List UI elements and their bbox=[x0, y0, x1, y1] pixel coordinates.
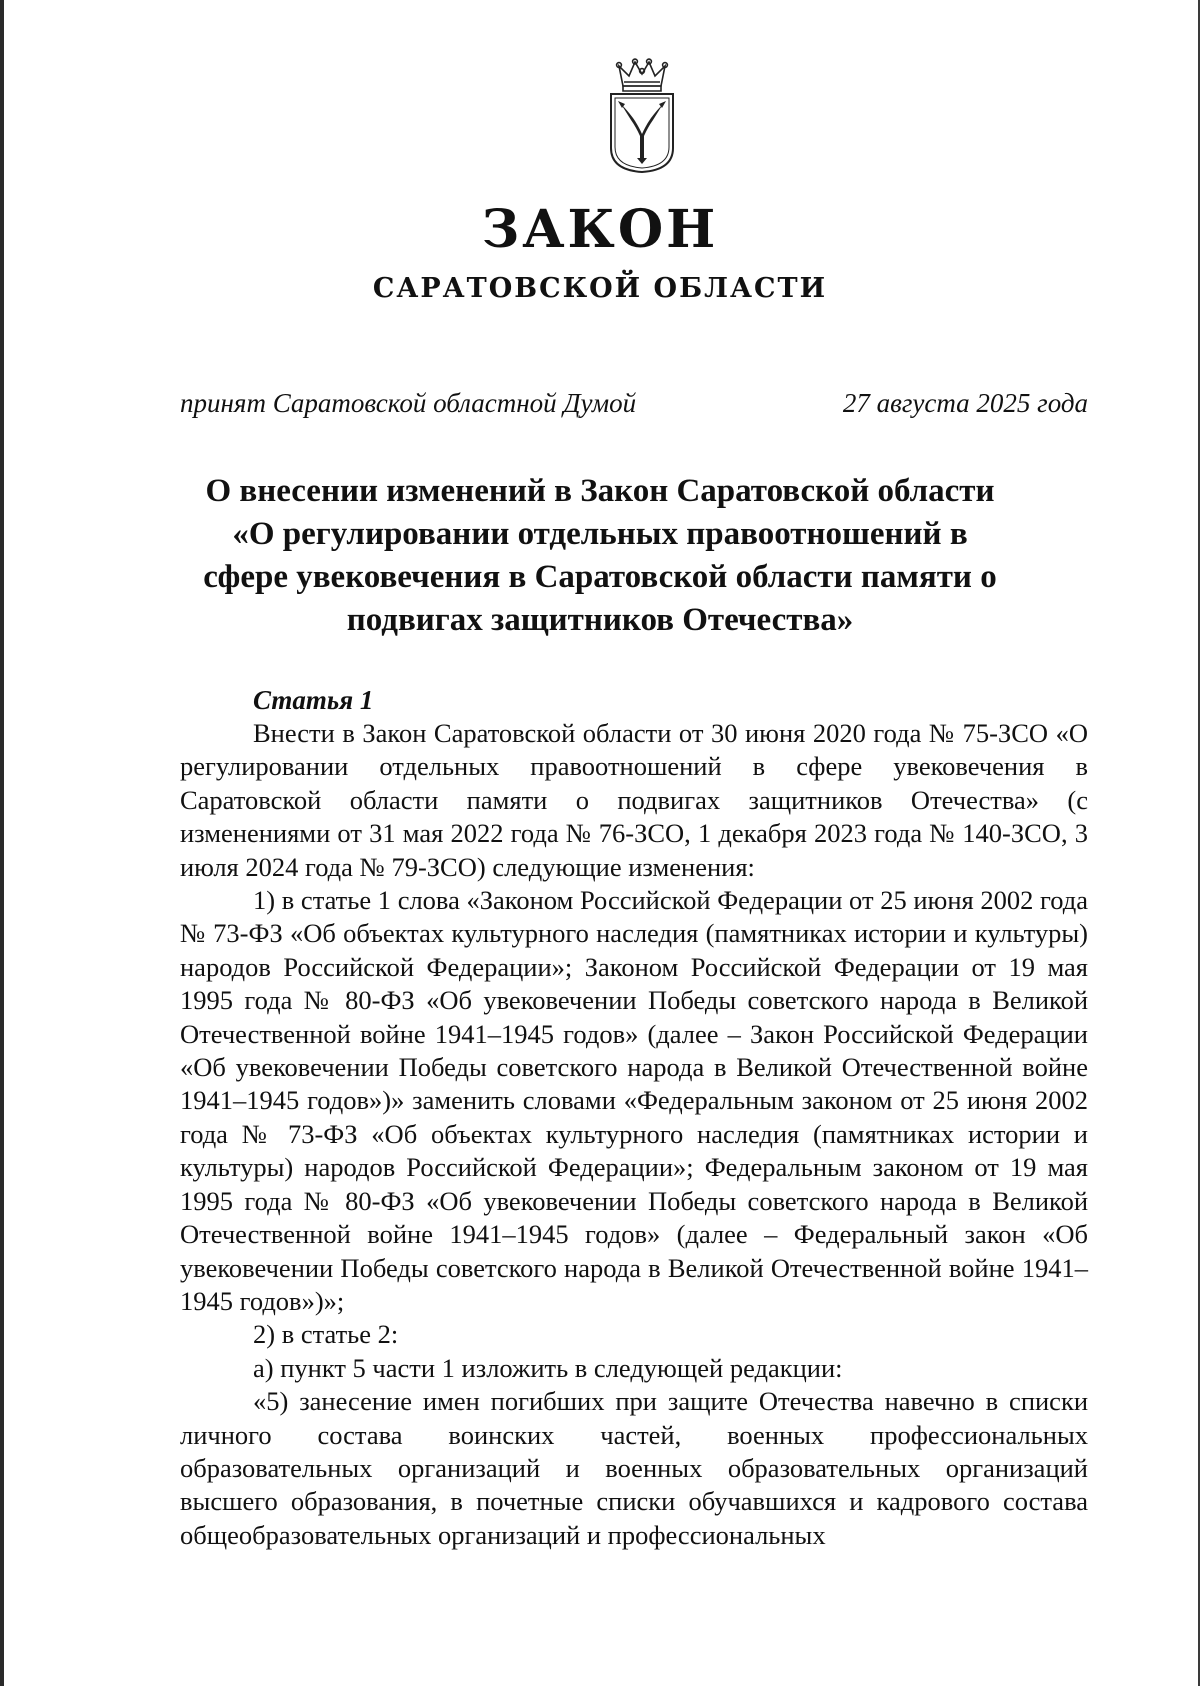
article-title: Статья 1 bbox=[253, 685, 374, 715]
region-name: САРАТОВСКОЙ ОБЛАСТИ bbox=[372, 273, 828, 304]
paragraph: «5) занесение имен погибших при защите Отечества навечно в списки личного состава воинских частей, военных профессиональных образовательных организаций и военных образовательных организаций высшего образования, в почетные списки обучавшихся и кадрового состава общеобразовательных организаций и профессиональных bbox=[180, 1386, 1088, 1550]
paragraph: 1) в статье 1 слова «Законом Российской Федерации от 25 июня 2002 года № 73-ФЗ «Об объектах культурного наследия (памятниках истории и культуры) народов Российской Федерации»; Законом Российской Федерации от 19 мая 1995 года № 80-ФЗ «Об увековечении Победы советского народа в Великой Отечественной войне 1941–1945 годов» (далее – Закон Российской Федерации «Об увековечении Победы советского народа в Великой Отечественной войне 1941–1945 годов»)» заменить словами «Федеральным законом от 25 июня 2002 года № 73-ФЗ «Об объектах культурного наследия (памятниках истории и культуры) народов Российской Федерации»; Федеральным законом от 19 мая 1995 года № 80-ФЗ «Об увековечении Победы советского народа в Великой Отечественной войне 1941–1945 годов» (далее – Федеральный закон «Об увековечении Победы советского народа в Великой Отечественной войне 1941–1945 годов»)»; bbox=[180, 885, 1088, 1316]
heading-line: «О регулировании отдельных правоотношений в bbox=[232, 516, 968, 552]
paragraph: Внести в Закон Саратовской области от 30 июня 2020 года № 75-ЗСО «О регулировании отдельных правоотношений в сфере увековечения в Саратовской области памяти о подвигах защитников Отечества» (с изменениями от 31 мая 2022 года № 76-ЗСО, 1 декабря 2023 года № 140-ЗСО, 3 июля 2024 года № 79-ЗСО) следующие изменения: bbox=[180, 718, 1088, 882]
paragraph: а) пункт 5 части 1 изложить в следующей редакции: bbox=[253, 1352, 843, 1383]
paragraph: 2) в статье 2: bbox=[253, 1319, 399, 1350]
adoption-date: 27 августа 2025 года bbox=[842, 388, 1088, 418]
adopted-by: принят Саратовской областной Думой bbox=[180, 388, 637, 418]
heading-line: подвигах защитников Отечества» bbox=[346, 602, 854, 638]
law-title: ЗАКОН bbox=[481, 199, 719, 260]
heading-line: сфере увековечения в Саратовской области памяти о bbox=[203, 559, 997, 595]
article-body bbox=[180, 717, 1088, 1552]
document-heading bbox=[150, 470, 1050, 642]
heading-line: О внесении изменений в Закон Саратовской области bbox=[205, 473, 995, 509]
saratov-coat-of-arms-icon bbox=[607, 58, 677, 176]
